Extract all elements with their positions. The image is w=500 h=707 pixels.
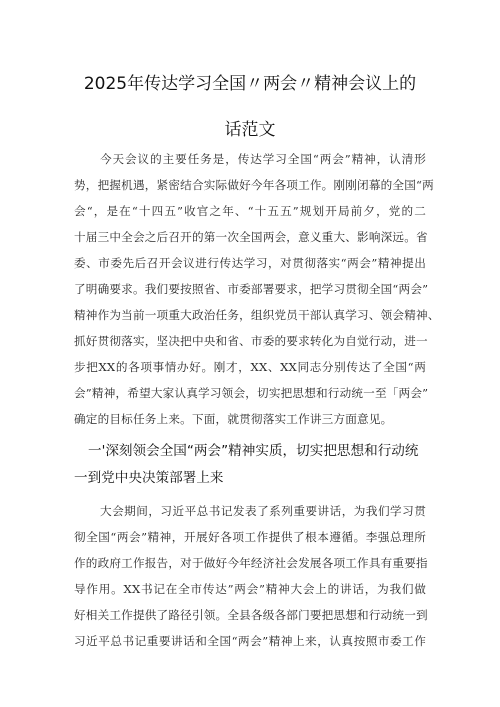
paragraph-1-line: 会“，是在“十四五”收官之年、“十五五”规划开局前夕，党的二: [74, 204, 426, 218]
paragraph-1-line: 委、市委先后召开会议进行传达学习，对贯彻落实“两会”精神提出: [74, 256, 426, 270]
section-heading-line-2: 一到党中央决策部署上来: [74, 470, 224, 486]
paragraph-1-line: 精神作为当前一项重大政治任务，组织党员干部认真学习、领会精神、: [74, 308, 440, 322]
paragraph-2-line: 好相关工作提供了路径引领。全县各级各部门要把思想和行动统一到: [74, 608, 428, 622]
document-title-line-2: 话范文: [224, 120, 276, 140]
paragraph-1-line: 势，把握机遇，紧密结合实际做好今年各项工作。刚刚闭幕的全国“两: [74, 178, 434, 192]
paragraph-1-line: 十届三中全会之后召开的第一次全国两会，意义重大、影响深远。省: [74, 230, 428, 244]
paragraph-1-line: 今天会议的主要任务是，传达学习全国“两会”精神，认清形: [100, 152, 426, 166]
paragraph-2-line: 习近平总书记重要讲话和全国“两会”精神上来，认真按照市委工作: [74, 634, 426, 648]
paragraph-1-line: 抓好贯彻落实，坚决把中央和省、市委的要求转化为自觉行动，进一: [74, 334, 428, 348]
paragraph-1-line: 步把XX的各项事情办好。刚才，XX、XX同志分别传达了全国“两: [74, 360, 426, 374]
paragraph-1-line: 会”精神，希望大家认真学习领会，切实把思想和行动统一至「两会”: [74, 386, 429, 400]
paragraph-2-line: 导作用。XX书记在全市传达”两会”精神大会上的讲话，为我们做: [74, 582, 426, 596]
paragraph-1-line: 确定的目标任务上来。下面，就贯彻落实工作讲三方面意见。: [74, 412, 393, 426]
section-heading-line-1: 一'深刻领会全国“两会”精神实质，切实把思想和行动统: [88, 443, 419, 459]
paragraph-1-line: 了明确要求。我们要按照省、市委部署要求，把学习贯彻全国“两会”: [74, 282, 429, 296]
document-title-line-1: 2025年传达学习全国〃两会〃精神会议上的: [83, 74, 417, 94]
paragraph-2-line: 大会期间，习近平总书记发表了系列重要讲话，为我们学习贯: [100, 504, 426, 518]
paragraph-2-line: 作的政府工作报告，对于做好今年经济社会发展各项工作具有重要指: [74, 556, 428, 570]
paragraph-2-line: 彻全国“两会”精神，开展好各项工作提供了根本遵循。李强总理所: [74, 530, 426, 544]
